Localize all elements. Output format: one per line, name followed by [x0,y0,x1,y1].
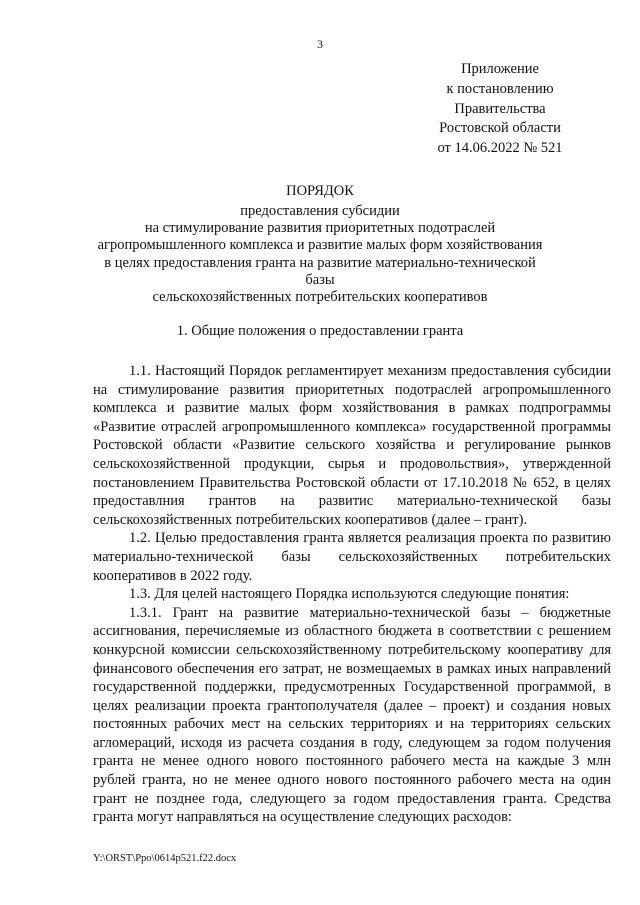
appendix-line: Правительства [454,100,546,117]
appendix-block [420,60,580,159]
document-title: ПОРЯДОК [286,183,354,199]
document-subtitle [90,203,550,306]
appendix-line: Ростовской области [439,120,561,137]
subtitle-line: агропромышленного комплекса и развитие малых форм хозяйствования [97,237,543,254]
appendix-line: к постановлению [446,80,554,97]
subtitle-line: сельскохозяйственных потребительских кооперативов [152,289,488,306]
paragraph-1-3: 1.3. Для целей настоящего Порядка используются следующие понятия: [129,586,570,603]
footer-file-path: Y:\ORST\Ppo\0614p521.f22.docx [93,853,237,864]
subtitle-line: в целях предоставления гранта на развитие материально-технической базы [104,254,536,288]
subtitle-line: предоставления субсидии [240,203,400,219]
appendix-line: от 14.06.2022 № 521 [437,140,563,157]
appendix-line: Приложение [461,61,539,77]
paragraph-1-1: 1.1. Настоящий Порядок регламентирует механизм предоставления субсидии на стимулирование развития приоритетных подотраслей агропромышленного комплекса и развитие малых форм хозяйствования в рамках подпрограммы «Развитие отраслей агропромышленного комплекса» государственной программы Ростовской области «Развитие сельского хозяйства и регулирование рынков сельскохозяйственной продукции, сырья и продовольствия», утвержденной постановлением Правительства Ростовской области от 17.10.2018 № 652, в целях предоставлния грантов на развитис материально-технической базы сельскохозяйственных потребительских кооперативов (далее – грант). [93,363,611,528]
document-body [93,362,611,827]
subtitle-line: на стимулирование развития приоритетных подотраслей [144,220,496,237]
paragraph-1-2: 1.2. Целью предоставления гранта является реализация проекта по развитию материально-технической базы сельскохозяйственных потребительских кооперативов в 2022 году. [93,530,611,584]
section-heading: 1. Общие положения о предоставлении гранта [176,323,464,339]
page-number: 3 [317,37,323,51]
paragraph-1-3-1: 1.3.1. Грант на развитие материально-технической базы – бюджетные ассигнования, перечисляемые из областного бюджета в соответствии с решением конкурсной комиссии сельскохозяйственному потребительскому кооперативу для финансового обеспечения его затрат, не возмещаемых в рамках иных направлений государственной поддержки, предусмотренных Государственной программой, в целях реализации проекта грантополучателя (далее – проект) и создания новых постоянных рабочих мест на сельских территориях и на территориях сельских агломераций, исходя из расчета создания в году, следующем за годом получения гранта не менее одного нового постоянного рабочего места на каждые 3 млн рублей гранта, но не менее одного нового постоянного рабочего места на один грант не позднее года, следующего за годом предоставления гранта. Средства гранта могут направляться на осуществление следующих расходов: [93,604,611,826]
